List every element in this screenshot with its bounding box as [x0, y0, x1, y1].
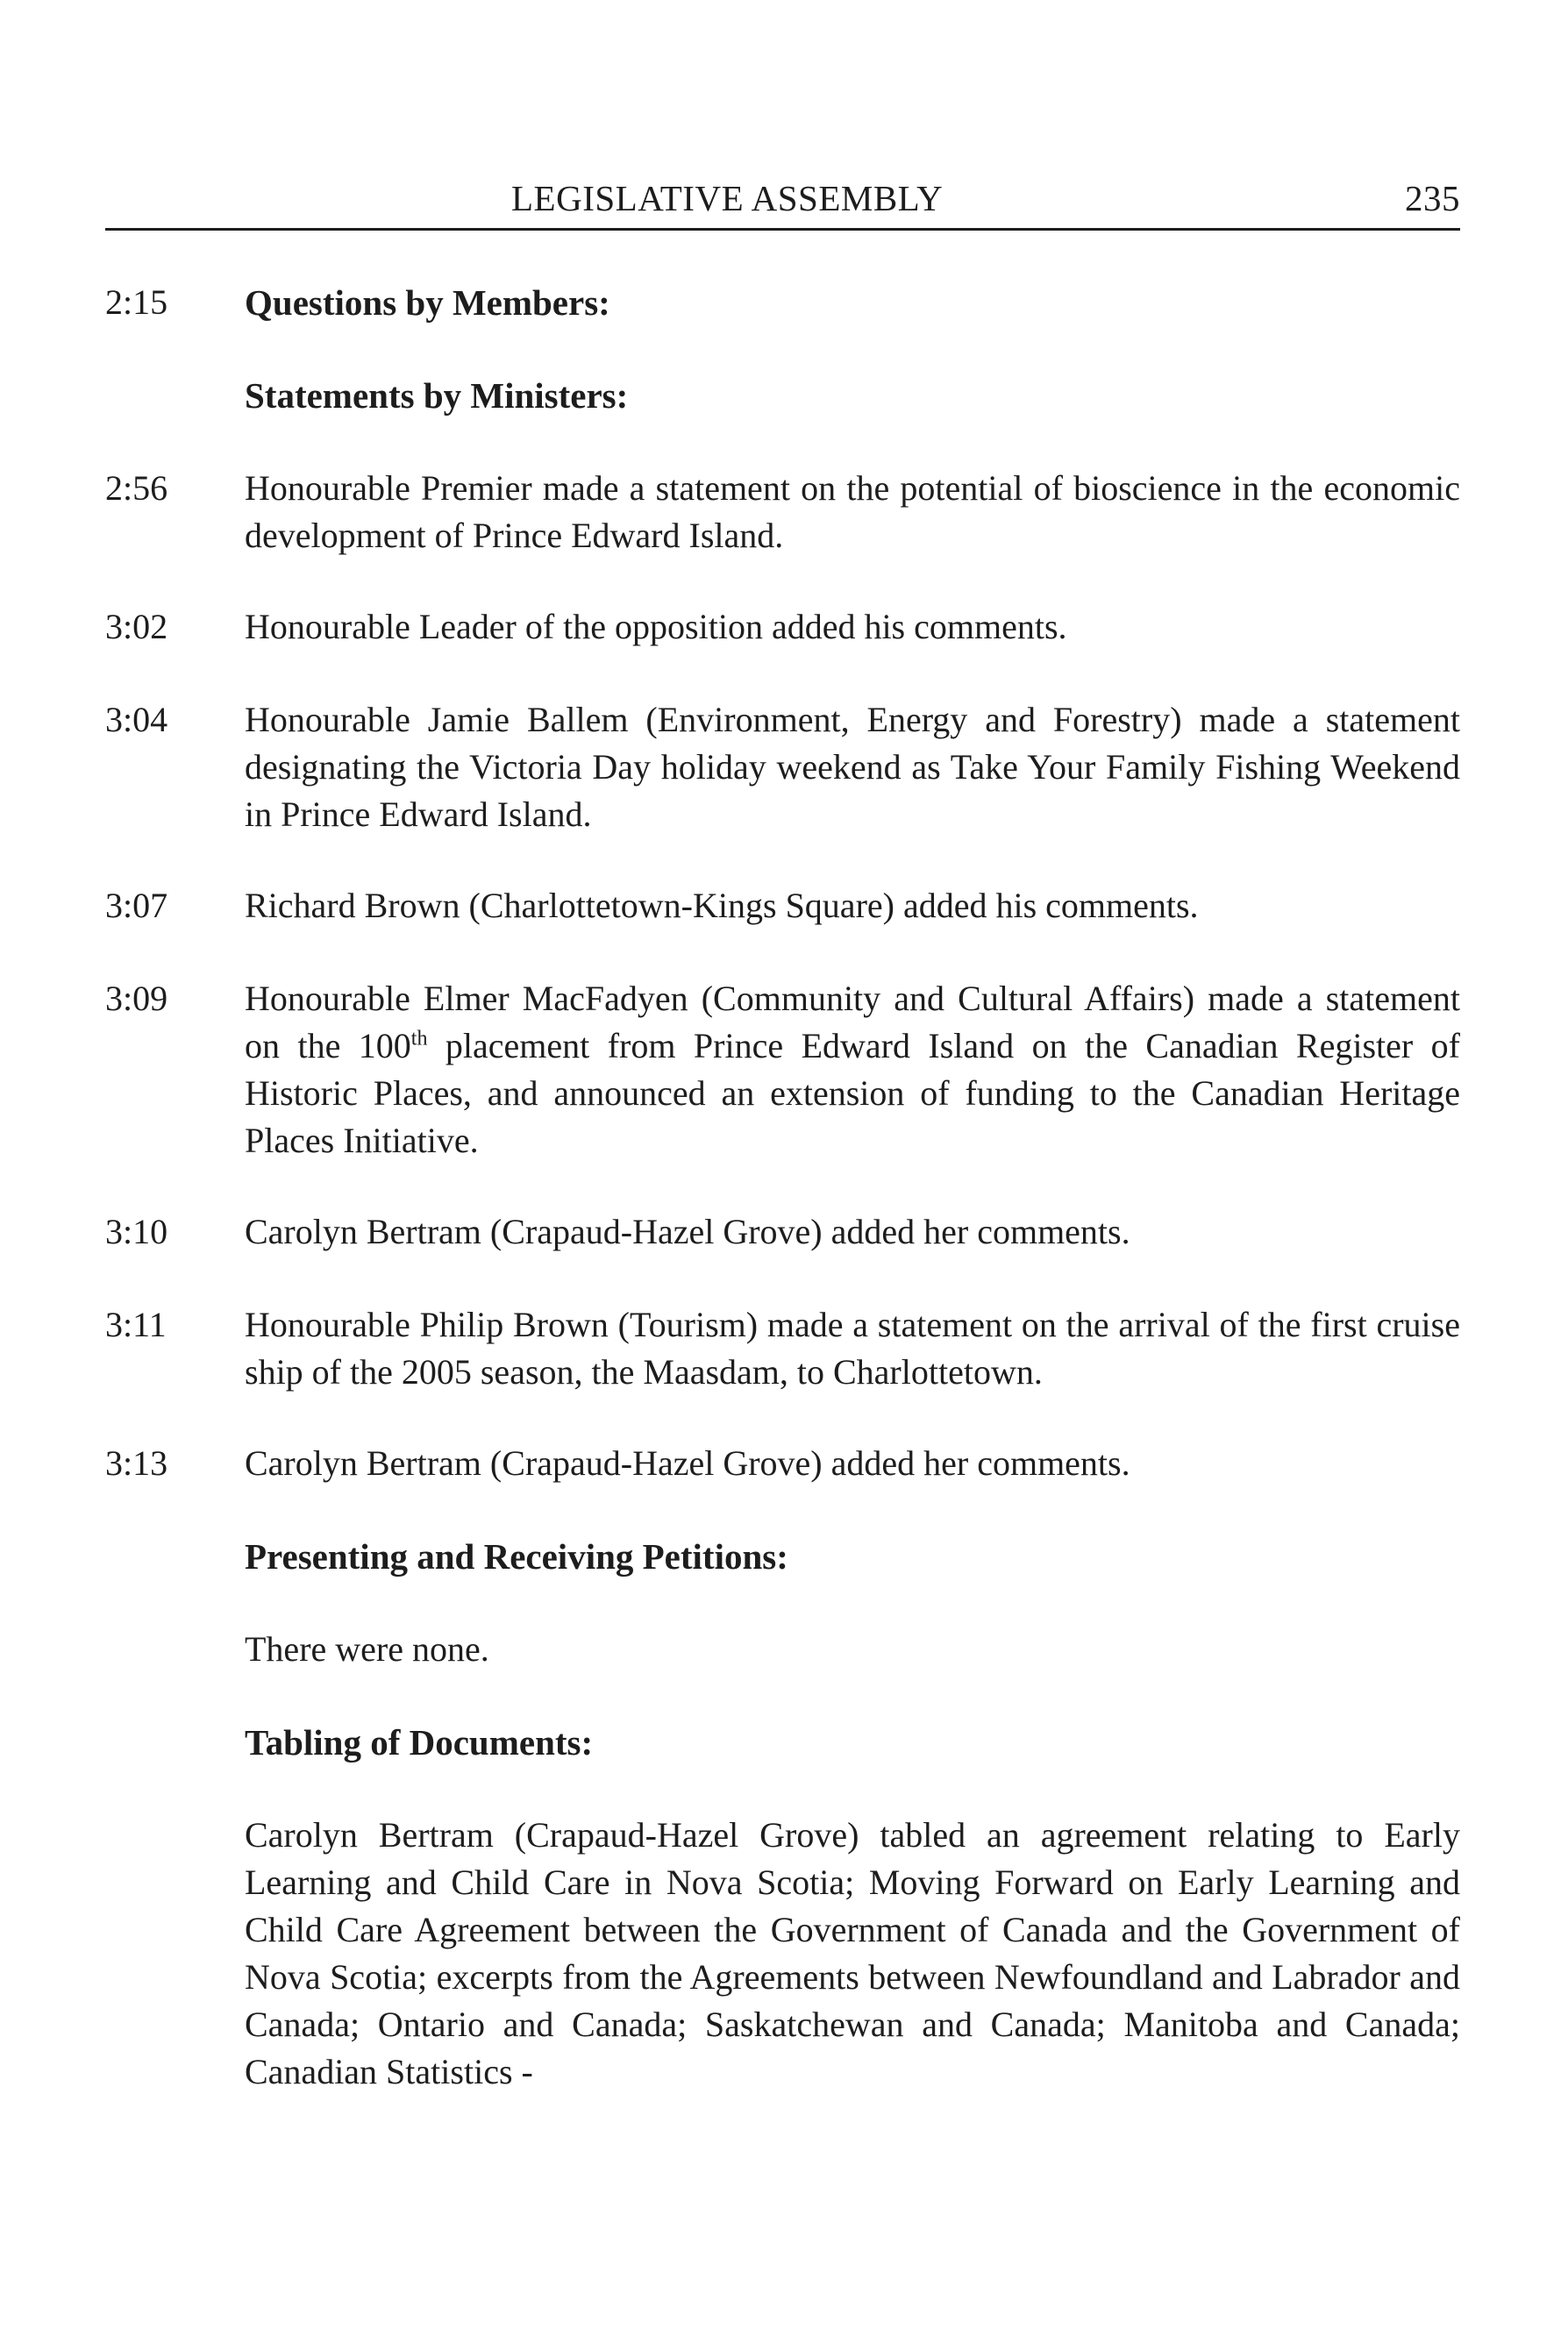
entry-text-part: placement from Prince Edward Island on the Canadian Register of Historic Places, and announced an extension of funding to the Canadian Heritage Places Initiative.	[245, 1026, 1460, 1160]
entry-text: Honourable Leader of the opposition added his comments.	[245, 607, 1067, 646]
running-head-title: LEGISLATIVE ASSEMBLY	[511, 178, 944, 218]
section-heading: Tabling of Documents:	[245, 1722, 594, 1763]
entry-text: Richard Brown (Charlottetown-Kings Square) added his comments.	[245, 886, 1199, 925]
section-heading: Presenting and Receiving Petitions:	[245, 1536, 788, 1577]
entry-time: 3:07	[105, 886, 168, 925]
entry-time: 3:04	[105, 700, 168, 739]
entry-text	[245, 975, 1460, 1164]
entry-time: 2:56	[105, 468, 168, 508]
entry-text: Carolyn Bertram (Crapaud-Hazel Grove) added her comments.	[245, 1443, 1130, 1483]
entry-time: 3:10	[105, 1212, 168, 1251]
entry-time: 3:13	[105, 1443, 168, 1483]
entry-text: Honourable Philip Brown (Tourism) made a statement on the arrival of the first cruise ship of the 2005 season, the Maasdam, to Charlottetown.	[245, 1305, 1460, 1392]
ordinal-superscript: th	[410, 1027, 428, 1050]
entry-time: 3:09	[105, 979, 168, 1018]
entry-time: 2:15	[105, 282, 168, 322]
section-heading: Statements by Ministers:	[245, 375, 629, 416]
entry-text: Honourable Premier made a statement on the potential of bioscience in the economic development of Prince Edward Island.	[245, 468, 1460, 555]
entry-text: Carolyn Bertram (Crapaud-Hazel Grove) added her comments.	[245, 1212, 1130, 1251]
entry-time: 3:02	[105, 607, 168, 646]
section-heading: Questions by Members:	[245, 282, 610, 323]
entry-time: 3:11	[105, 1305, 167, 1344]
entry-text: Honourable Jamie Ballem (Environment, Energy and Forestry) made a statement designating the Victoria Day holiday weekend as Take Your Family Fishing Weekend in Prince Edward Island.	[245, 700, 1460, 834]
entry-text-part: Honourable Elmer MacFadyen (Community and Cultural Affairs) made a statement on the 100	[245, 979, 1460, 1065]
entry-text: Carolyn Bertram (Crapaud-Hazel Grove) tabled an agreement relating to Early Learning and Child Care in Nova Scotia; Moving Forward on Early Learning and Child Care Agreement between the Government of Canada and the Government of Nova Scotia; excerpts from the Agreements between Newfoundland and Labrador and Canada; Ontario and Canada; Saskatchewan and Canada; Manitoba and Canada; Canadian Statistics -	[245, 1815, 1460, 2091]
running-head	[105, 172, 1460, 231]
page-number: 235	[1405, 178, 1460, 218]
entry-text: There were none.	[245, 1629, 489, 1669]
